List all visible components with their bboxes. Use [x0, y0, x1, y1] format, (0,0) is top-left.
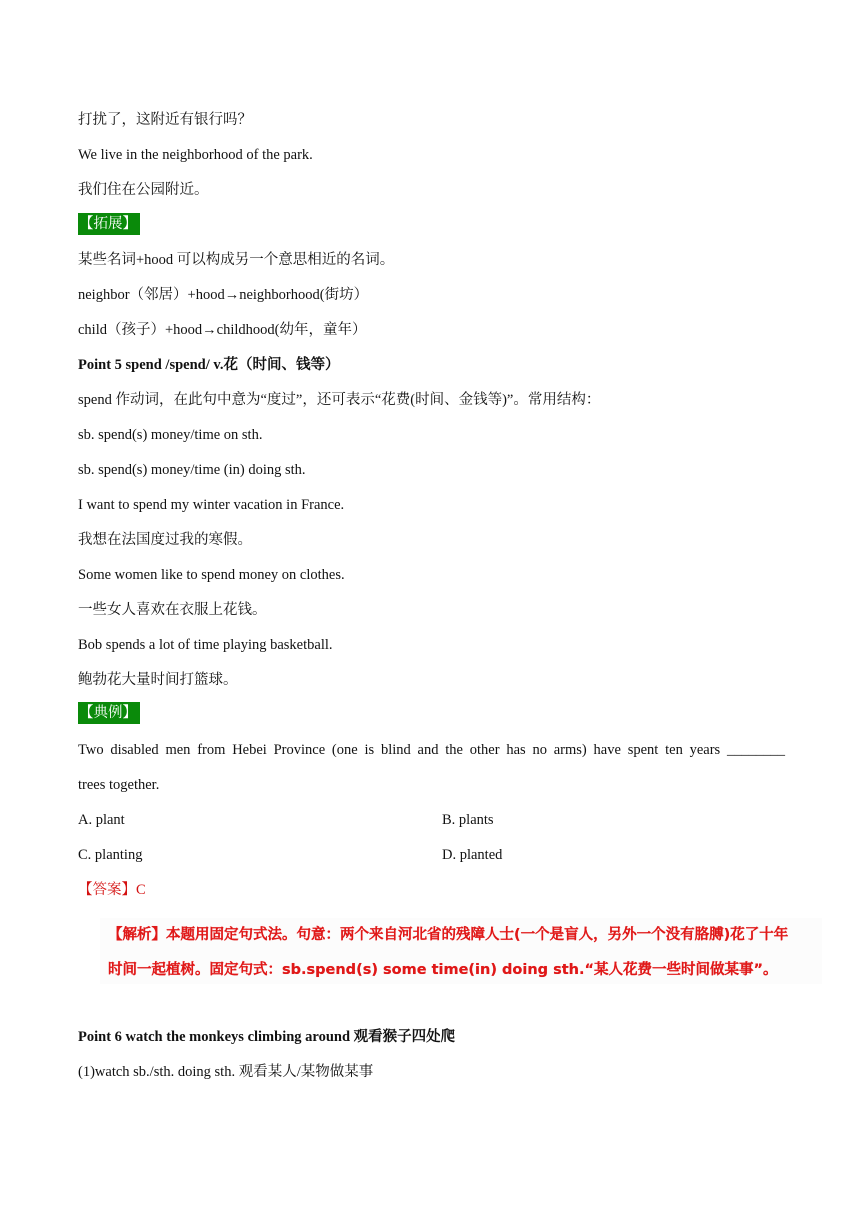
text-line: 打扰了，这附近有银行吗？: [78, 112, 252, 128]
text-line: sb. spend(s) money/time (in) doing sth.: [78, 462, 306, 478]
analysis-line: 【解析】本题用固定句式法。句意：两个来自河北省的残障人士(一个是盲人，另外一个没有胳膊)花了十年: [108, 927, 789, 943]
option-d: D. planted: [442, 847, 503, 863]
text-line: 一些女人喜欢在衣服上花钱。: [78, 602, 267, 618]
text-line: Bob spends a lot of time playing basketball.: [78, 637, 333, 653]
question-text: trees together.: [78, 777, 160, 793]
expand-tag: 【拓展】: [78, 213, 140, 235]
text-line: (1)watch sb./sth. doing sth. 观看某人/某物做某事: [78, 1064, 374, 1080]
section-heading: Point 6 watch the monkeys climbing around 观看猴子四处爬: [78, 1029, 456, 1045]
text-line: spend 作动词，在此句中意为“度过”，还可表示“花费(时间、金钱等)”。常用结构：: [78, 392, 601, 408]
text-line: We live in the neighborhood of the park.: [78, 147, 313, 163]
text-line: 我们住在公园附近。: [78, 182, 209, 198]
text-line: 鲍勃花大量时间打篮球。: [78, 672, 238, 688]
text-line: I want to spend my winter vacation in France.: [78, 497, 345, 513]
text-line: 我想在法国度过我的寒假。: [78, 532, 252, 548]
option-c: C. planting: [78, 847, 143, 863]
example-tag: 【典例】: [78, 702, 140, 724]
text-line: sb. spend(s) money/time on sth.: [78, 427, 263, 443]
answer-line: 【答案】C: [78, 882, 146, 898]
option-a: A. plant: [78, 812, 125, 828]
section-heading: Point 5 spend /spend/ v.花（时间、钱等）: [78, 357, 340, 373]
question-text: Two disabled men from Hebei Province (one is blind and the other has no arms) have spent ten years ________: [78, 742, 785, 758]
text-line: child（孩子）+hood→childhood(幼年，童年）: [78, 322, 367, 338]
option-b: B. plants: [442, 812, 494, 828]
text-line: 某些名词+hood 可以构成另一个意思相近的名词。: [78, 252, 395, 268]
text-line: Some women like to spend money on clothes.: [78, 567, 345, 583]
text-line: neighbor（邻居）+hood→neighborhood(街坊）: [78, 287, 369, 303]
analysis-line: 时间一起植树。固定句式：sb.spend(s) some time(in) doing sth.“某人花费一些时间做某事”。: [108, 962, 778, 978]
